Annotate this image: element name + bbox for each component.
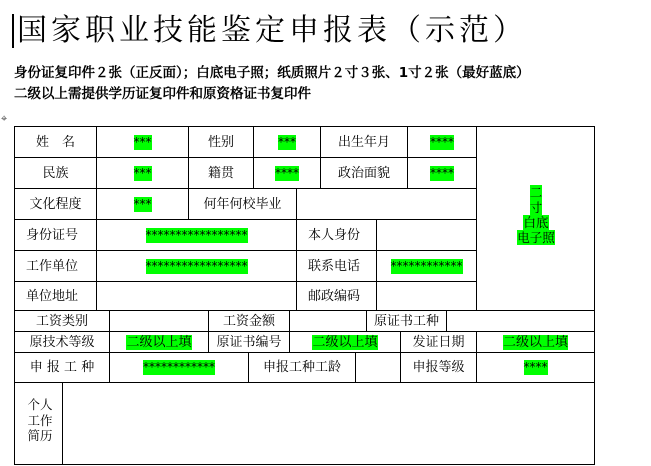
apply-level-label: 申报等级 (412, 360, 465, 375)
ethnicity-value[interactable]: *** (133, 165, 152, 180)
text-cursor (12, 14, 14, 48)
employer-value[interactable]: ***************** (145, 258, 248, 273)
apply-trade-years-label: 申报工种工龄 (262, 360, 341, 375)
original-grade-value[interactable]: 二级以上填 (126, 334, 192, 350)
apply-level-value[interactable]: **** (523, 360, 548, 374)
original-cert-number-label: 原证书编号 (216, 334, 282, 350)
table-move-handle-icon[interactable]: ⌖ (1, 112, 8, 125)
graduation-school-label: 何年何校毕业 (203, 196, 282, 212)
gender-value[interactable]: *** (278, 134, 296, 149)
employer-address-label: 单位地址 (26, 288, 79, 304)
postcode-label: 邮政编码 (308, 288, 361, 304)
apply-trade-years-value[interactable] (356, 353, 400, 382)
photo-placeholder (500, 185, 572, 245)
id-number-label: 身份证号 (26, 227, 79, 243)
photo-text-1: 二 (529, 185, 543, 200)
issue-date-value[interactable]: 二级以上填 (502, 334, 568, 350)
requirement-note-2: 二级以上需提供学历证复印件和原资格证书复印件 (14, 86, 311, 102)
birth-date-value[interactable]: **** (430, 134, 454, 149)
form-title: 国家职业技能鉴定申报表（示范） (17, 13, 527, 48)
name-label: 姓 名 (35, 134, 75, 150)
employer-address-value[interactable] (97, 282, 296, 310)
employer-label: 工作单位 (26, 258, 79, 274)
original-cert-trade-value[interactable] (447, 311, 594, 331)
education-label: 文化程度 (29, 196, 82, 212)
id-number-value[interactable]: ***************** (145, 227, 248, 242)
self-identity-label: 本人身份 (308, 227, 361, 243)
requirement-note-1: 身份证复印件２张（正反面）；白底电子照；纸质照片２寸３张、1寸２张（最好蓝底） (14, 65, 530, 81)
photo-text-2: 寸 (529, 200, 543, 215)
apply-trade-label: 申 报 工 种 (29, 360, 95, 375)
wage-type-label: 工资类别 (35, 313, 88, 329)
birth-date-label: 出生年月 (337, 134, 390, 150)
photo-text-4: 电子照 (517, 230, 555, 245)
native-place-value[interactable]: **** (275, 165, 299, 180)
ethnicity-label: 民族 (42, 165, 69, 181)
postcode-value[interactable] (377, 282, 476, 310)
education-value[interactable]: *** (133, 196, 152, 211)
issue-date-label: 发证日期 (412, 334, 465, 350)
name-value[interactable]: *** (133, 134, 152, 149)
gender-label: 性别 (207, 134, 234, 150)
phone-value[interactable]: ************ (390, 258, 463, 273)
work-resume-value[interactable] (63, 383, 594, 464)
native-place-label: 籍贯 (207, 165, 234, 181)
apply-trade-value[interactable]: ************ (143, 360, 215, 374)
graduation-school-value[interactable] (297, 189, 476, 219)
original-cert-trade-label: 原证书工种 (373, 313, 439, 329)
original-grade-label: 原技术等级 (29, 334, 95, 350)
self-identity-value[interactable] (377, 220, 476, 250)
wage-type-value[interactable] (110, 311, 208, 331)
wage-amount-label: 工资金额 (222, 313, 275, 329)
photo-text-3: 白底 (523, 215, 549, 230)
political-status-value[interactable]: **** (430, 165, 454, 180)
original-cert-number-value[interactable]: 二级以上填 (312, 334, 378, 350)
wage-amount-value[interactable] (290, 311, 366, 331)
political-status-label: 政治面貌 (337, 165, 390, 181)
phone-label: 联系电话 (308, 258, 361, 274)
work-resume-label: 个人 工作 简历 (27, 397, 53, 443)
